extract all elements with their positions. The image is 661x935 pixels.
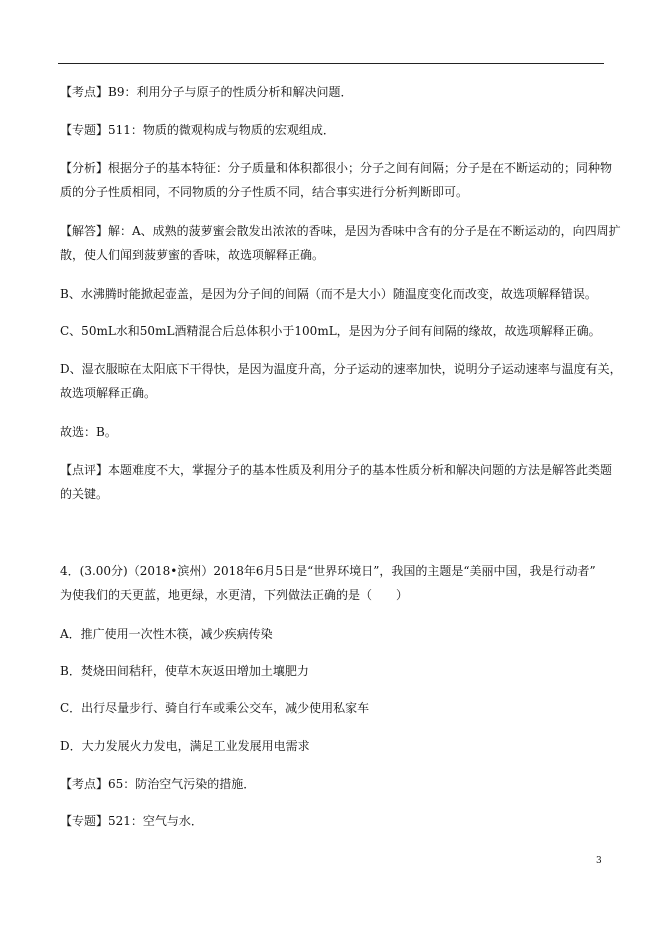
analysis-kaodian: 【考点】B9：利用分子与原子的性质分析和解决问题． [60,85,353,99]
analysis-jieda-line-2: 散，使人们闻到菠萝蜜的香味，故选项解释正确。 [60,248,325,262]
analysis-option-d-line-2: 故选项解释正确。 [60,386,157,400]
question-4-kaodian: 【考点】65：防治空气污染的措施． [60,777,256,791]
analysis-dianping-line-2: 的关键。 [60,487,109,501]
header-rule [58,63,604,64]
question-4-option-d: D．大力发展火力发电，满足工业发展用电需求 [60,739,310,753]
analysis-answer: 故选：B。 [60,425,117,439]
analysis-option-d-line-1: D、湿衣服晾在太阳底下干得快，是因为温度升高，分子运动的速率加快，说明分子运动速率与温度有关， [60,362,622,376]
analysis-fenxi-line-1: 【分析】根据分子的基本特征：分子质量和体积都很小；分子之间有间隔；分子是在不断运动的；同种物 [60,161,613,175]
page-number: 3 [596,856,602,866]
question-4-option-b: B．焚烧田间秸秆，使草木灰返田增加土壤肥力 [60,664,309,678]
question-4-stem-line-2: 为使我们的天更蓝，地更绿，水更清，下列做法正确的是（ ） [60,588,409,602]
analysis-zhuanti: 【专题】511：物质的微观构成与物质的宏观组成． [60,123,335,137]
analysis-jieda-line-1: 【解答】解：A、成熟的菠萝蜜会散发出浓浓的香味，是因为香味中含有的分子是在不断运动的，向四周扩 [60,224,621,238]
question-4-stem-line-1: 4．(3.00分)（2018•滨州）2018年6月5日是“世界环境日”，我国的主题是“美丽中国，我是行动者” [60,564,596,578]
analysis-option-b: B、水沸腾时能掀起壶盖，是因为分子间的间隔（而不是大小）随温度变化而改变，故选项解释错误。 [60,287,597,301]
analysis-dianping-line-1: 【点评】本题难度不大，掌握分子的基本性质及利用分子的基本性质分析和解决问题的方法是解答此类题 [60,463,613,477]
analysis-option-c: C、50mL水和50mL酒精混合后总体积小于100mL，是因为分子间有间隔的缘故，故选项解释正确。 [60,324,601,338]
question-4-option-c: C．出行尽量步行、骑自行车或乘公交车，减少使用私家车 [60,701,370,715]
question-4-zhuanti: 【专题】521：空气与水． [60,814,203,828]
question-4-option-a: A．推广使用一次性木筷，减少疾病传染 [60,627,273,641]
analysis-fenxi-line-2: 质的分子性质相同，不同物质的分子性质不同，结合事实进行分析判断即可。 [60,185,469,199]
